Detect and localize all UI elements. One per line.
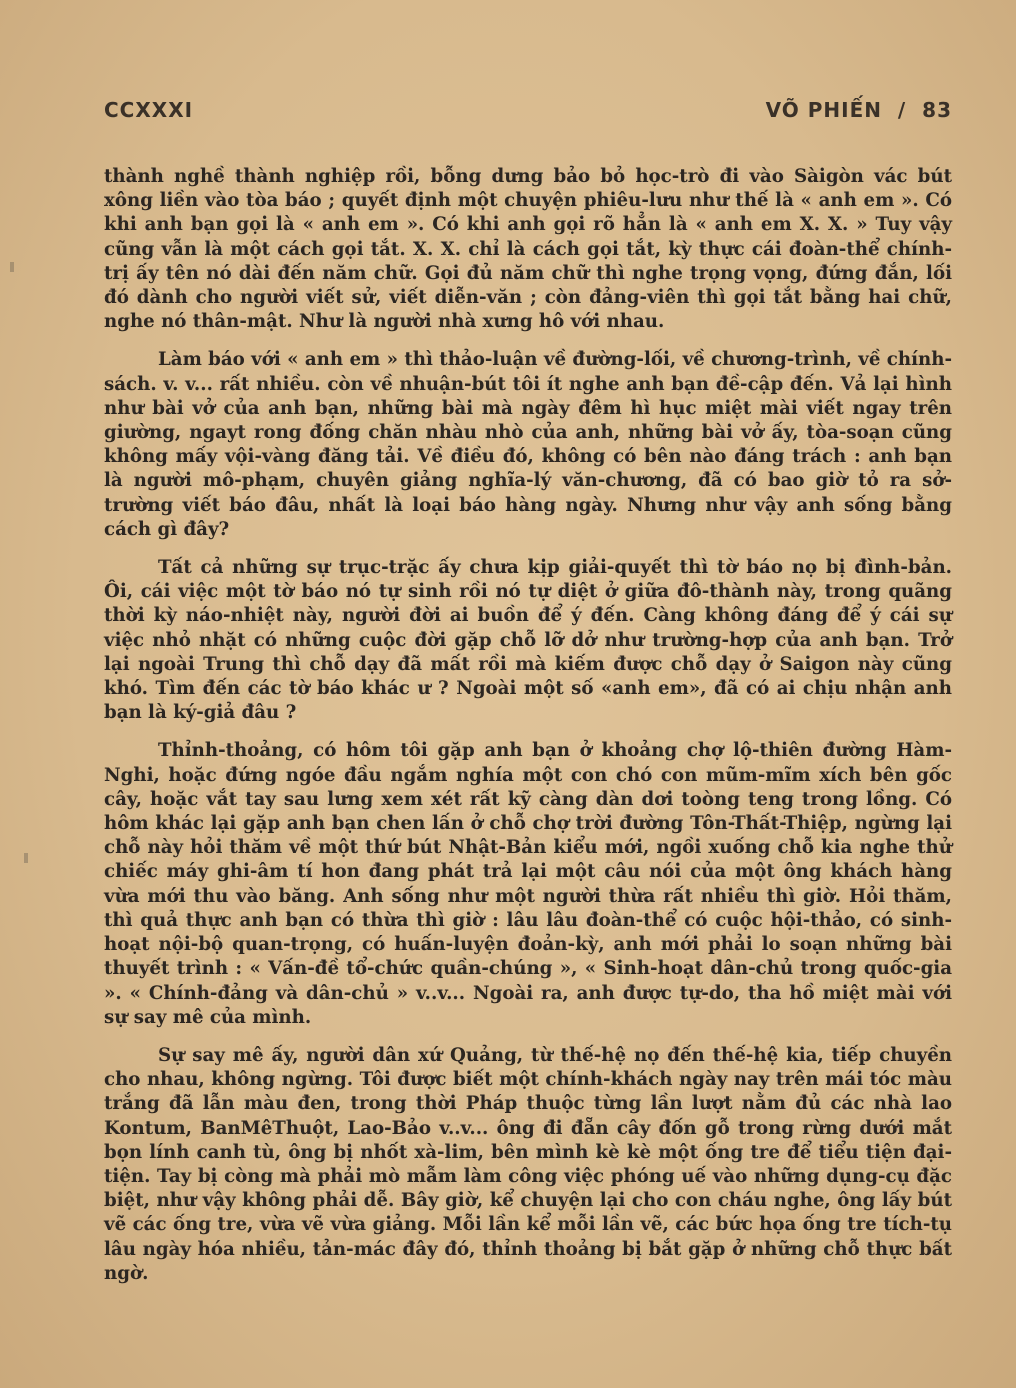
paragraph: Sự say mê ấy, người dân xứ Quảng, từ thế-hệ nọ đến thế-hệ kia, tiếp chuyền cho nhau, không ngừng. Tôi được biết một chính-khách ngày nay trên mái tóc màu trắng đã lẫn màu đen, trong thời Pháp thuộc từng lần lượt nằm đủ các nhà lao Kontum, BanMêThuột, Lao-Bảo v..v... ông đi đẵn cây đốn gỗ trong rừng dưới mắt bọn lính canh tù, ông bị nhốt xà-lim, bên mình kè kè một ống tre để tiểu tiện đại-tiện. Tay bị còng mà phải mò mẫm làm công việc phóng uế vào những dụng-cụ đặc biệt, như vậy không phải dễ. Bây giờ, kể chuyện lại cho con cháu nghe, ông lấy bút vẽ các ống tre, vừa vẽ vừa giảng. Mỗi lần kể mỗi lần vẽ, các bức họa ống tre tích-tụ lâu ngày hóa nhiều, tản-mác đây đó, thỉnh thoảng bị bắt gặp ở những chỗ thực bất ngờ. (104, 1044, 952, 1284)
page-header (104, 98, 952, 128)
paragraph: Làm báo với « anh em » thì thảo-luận về đường-lối, về chương-trình, về chính-sách. v. v... rất nhiều. còn về nhuận-bút tôi ít nghe anh bạn đề-cập đến. Vả lại hình như bài vở của anh bạn, những bài mà ngày đêm hì hục miệt mài viết ngay trên giường, ngayt rong đống chăn nhàu nhò của anh, những bài vở ấy, tòa-soạn cũng không mấy vội-vàng đăng tải. Về điều đó, không có bên nào đáng trách : anh bạn là người mô-phạm, chuyên giảng nghĩa-lý văn-chương, đã có bao giờ tỏ ra sở-trường viết báo đâu, nhất là loại báo hàng ngày. Nhưng như vậy anh sống bằng cách gì đây? (104, 349, 952, 540)
paragraph: Tất cả những sự trục-trặc ấy chưa kịp giải-quyết thì tờ báo nọ bị đình-bản. Ôi, cái việc một tờ báo nó tự sinh rồi nó tự diệt ở giữa đô-thành này, trong quãng thời kỳ náo-nhiệt này, người đời ai buồn để ý đến. Càng không đáng để ý cái sự việc nhỏ nhặt có những cuộc đời gặp chỗ lỡ dở như trường-hợp của anh bạn. Trở lại ngoài Trung thì chỗ dạy đã mất rồi mà kiếm được chỗ dạy ở Saigon này cũng khó. Tìm đến các tờ báo khác ư ? Ngoài một số «anh em», đã có ai chịu nhận anh bạn là ký-giả đâu ? (104, 557, 952, 724)
chapter-number: CCXXXI (104, 98, 194, 122)
paragraph: Thỉnh-thoảng, có hôm tôi gặp anh bạn ở khoảng chợ lộ-thiên đường Hàm-Nghi, hoặc đứng ngóe đầu ngắm nghía một con chó con mũm-mĩm xích bên gốc cây, hoặc vắt tay sau lưng xem xét rất kỹ càng dàn dơi toòng teng trong lồng. Có hôm khác lại gặp anh bạn chen lấn ở chỗ chợ trời đường Tôn-Thất-Thiệp, ngừng lại chỗ này hỏi thăm về một thứ bút Nhật-Bản kiểu mới, ngồi xuống chỗ kia nghe thử chiếc máy ghi-âm tí hon đang phát trả lại một câu nói của một ông khách hàng vừa mới thu vào băng. Anh sống như một người thừa rất nhiều thì giờ. Hỏi thăm, thì quả thực anh bạn có thừa thì giờ : lâu lâu đoàn-thể có cuộc hội-thảo, có sinh-hoạt nội-bộ quan-trọng, có huấn-luyện đoản-kỳ, anh mới phải lo soạn những bài thuyết trình : « Vấn-đề tổ-chức quần-chúng », « Sinh-hoạt dân-chủ trong quốc-gia ». « Chính-đảng và dân-chủ » v..v... Ngoài ra, anh được tự-do, tha hồ miệt mài với sự say mê của mình. (104, 740, 952, 1028)
binding-mark (24, 853, 28, 863)
author-page-number: VÕ PHIẾN / 83 (765, 98, 952, 122)
binding-mark (10, 262, 14, 272)
paragraph: thành nghề thành nghiệp rồi, bỗng dưng bảo bỏ học-trò đi vào Sàigòn vác bút xông liền vào tòa báo ; quyết định một chuyện phiêu-lưu như thế là « anh em ». Có khi anh bạn gọi là « anh em ». Có khi anh gọi rõ hẳn là « anh em X. X. » Tuy vậy cũng vẫn là một cách gọi tắt. X. X. chỉ là cách gọi tắt, kỳ thực cái đoàn-thể chính-trị ấy tên nó dài đến năm chữ. Gọi đủ năm chữ thì nghe trọng vọng, đứng đắn, lối đó dành cho người viết sử, viết diễn-văn ; còn đảng-viên thì gọi tắt bằng hai chữ, nghe nó thân-mật. Như là người nhà xưng hô với nhau. (104, 166, 952, 333)
body-text (104, 165, 952, 1300)
